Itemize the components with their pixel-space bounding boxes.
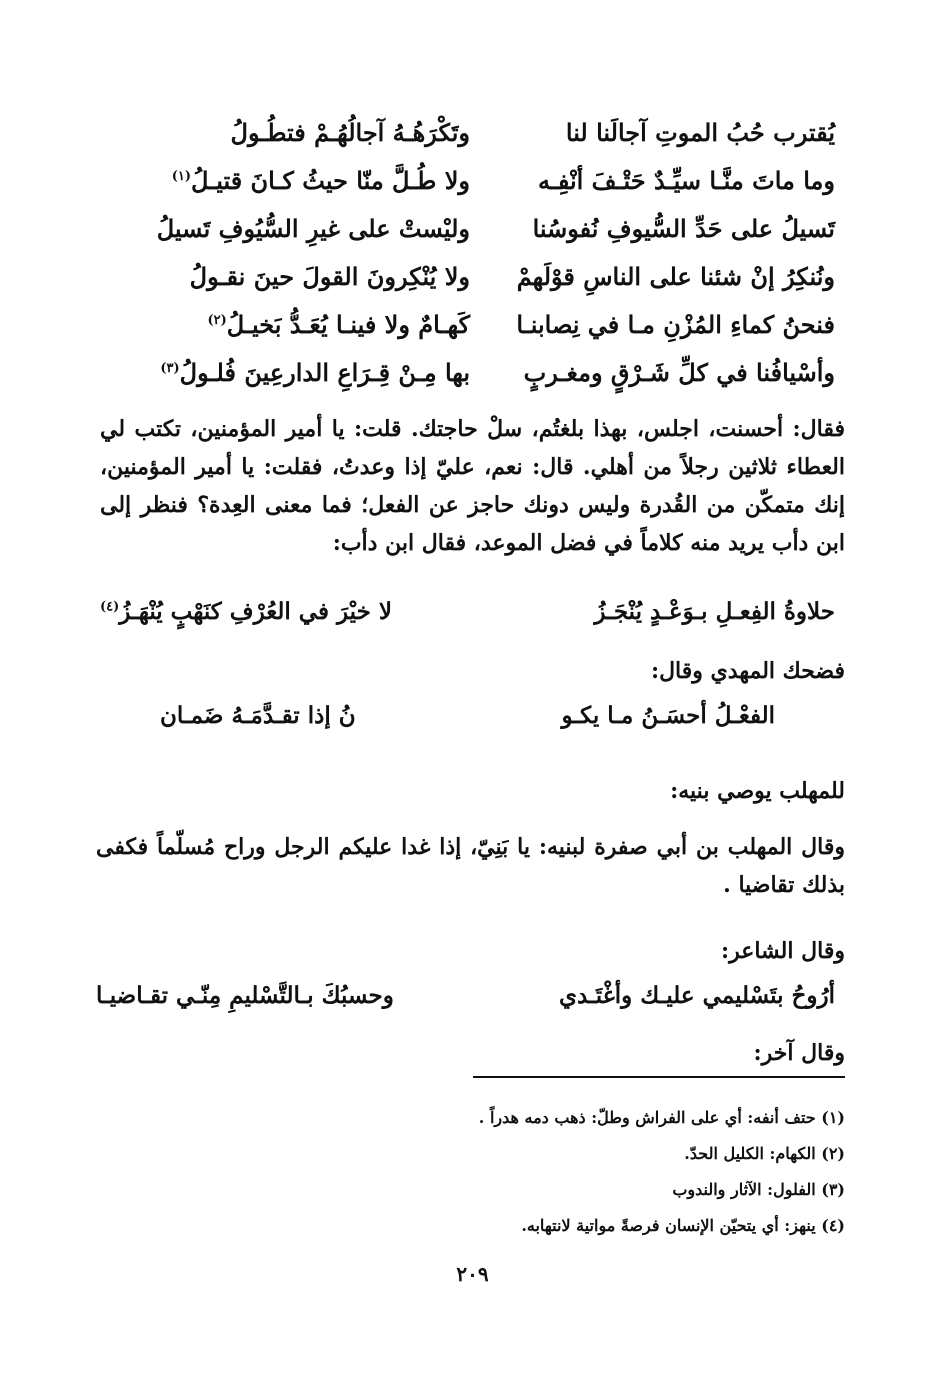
footnote-number: (٤) [821,1216,845,1235]
footnote-item [300,1172,845,1208]
poem-verse [110,252,835,300]
section-heading: للمهلب يوصي بنيه: [670,778,845,804]
footnote-marker: (١) [171,168,192,184]
footnote-text: الفلول: الآثار والندوب [672,1180,816,1199]
footnotes [300,1100,845,1244]
verse-ibn-dab [100,598,835,625]
poem-verse [110,348,835,396]
poem-verse [110,204,835,252]
footnote-text: الكهام: الكليل الحدّ. [684,1144,816,1163]
verse-first-hemistich: وأسْيافُنا في كلِّ شَـرْقٍ ومغـربٍ [523,357,835,387]
verse-second-hemistich: نُ إذا تقـدَّمَـهُ ضَمـان [160,702,356,729]
footnote-number: (٣) [821,1180,845,1199]
poem-verse [110,156,835,204]
verse-second-hemistich: ولا يُنْكِرونَ القولَ حينَ نقـولُ [189,261,470,291]
paragraph-poet-said: وقال الشاعر: [720,938,845,964]
verse-first-hemistich: الفعْـلُ أحسَـنُ مـا يكـو [561,702,775,729]
paragraph-mahdi-laughed: فضحك المهدي وقال: [650,658,845,684]
verse-first-hemistich: حلاوةُ الفِعـلِ بـوَعْـدٍ يُنْجَـزُ [594,598,835,625]
footnote-number: (١) [821,1108,845,1127]
poem-verse [110,300,835,348]
verse-first-hemistich: أرُوحُ بتَسْليمي عليـك وأغْتَـدي [558,982,835,1009]
paragraph-mahdi-reply: فقال: أحسنت، اجلس، بهذا بلغتُم، سلْ حاجتك. قلت: يا أمير المؤمنين، تكتب لي العطاء ثلاثين رجلاً من أهلي. قال: نعم، عليّ إذا وعدتُ، فقلت: يا أمير المؤمنين، إنك متمكّن من القُدرة وليس دونك حاجز عن الفعل؛ فما معنى العِدة؟ فنظر إلى ابن دأب يريد منه كلاماً في فضل الموعد، فقال ابن دأب: [100,416,845,556]
footnote-item [300,1100,845,1136]
verse-second-hemistich: لا خيْرَ في العُرْفِ كنَهْبٍ يُنْهَـزُ$^{(٤)}$ [100,598,392,625]
verse-second-hemistich: وتَكْرَهُـهُ آجالُهُـمْ فتطُـولُ [230,117,470,147]
footnote-marker: (٣) [160,360,180,376]
poem-block [110,108,835,396]
footnote-text: ينهز: أي يتحيّن الإنسان فرصةً مواتية لانتهابه. [521,1216,816,1235]
footnote-number: (٢) [821,1144,845,1163]
verse-second-hemistich: وحسبُكَ بـالتَّسْليمِ مِنّـي تقـاضيـا [96,982,394,1009]
footnote-divider [473,1076,845,1078]
verse-first-hemistich: فنحنُ كماءِ المُزْنِ مـا في نِصابنـا [516,309,835,339]
verse-second-hemistich: بها مِـنْ قِـرَاعِ الدارعِينَ فُلـولُ$^{(٣)}$ [160,357,470,387]
verse-first-hemistich: وما ماتَ منَّـا سيِّـدٌ حَتْـفَ أنْفِـه [537,165,835,195]
paragraph-muhallab: وقال المهلب بن أبي صفرة لبنيه: يا بَنِيّ، إذا غدا عليكم الرجل وراح مُسلّماً فكفى بذلك تقاضيا . [96,834,845,898]
verse-first-hemistich: تَسيلُ على حَدِّ السُّيوفِ نُفوسُنا [532,213,835,243]
footnote-item [300,1208,845,1244]
verse-second-hemistich: وليْستْ على غيرِ السُّيُوفِ تَسيلُ [156,213,470,243]
footnote-text: حتف أنفه: أي على الفراش وطلّ: ذهب دمه هدراً . [478,1108,816,1127]
footnote-marker: (٤) [100,599,120,615]
verse-first-hemistich: ونُنكِرُ إنْ شئنا على الناسِ قوْلَهمْ [516,261,835,291]
verse-mahdi [160,702,775,729]
verse-second-hemistich: كَهـامٌ ولا فينـا يُعَـدُّ بَخيـلُ$^{(٢)}$ [207,309,470,339]
verse-second-hemistich: ولا طُـلَّ منّا حيثُ كـانَ قتيـلُ$^{(١)}$ [171,165,470,195]
footnote-item [300,1136,845,1172]
poem-verse [110,108,835,156]
verse-first-hemistich: يُقترب حُبُ الموتِ آجالَنا لنا [565,117,835,147]
verse-poet [96,982,835,1009]
paragraph-another-said: وقال آخر: [753,1040,845,1066]
footnote-marker: (٢) [207,312,227,328]
page-number: ٢٠٩ [456,1262,489,1286]
